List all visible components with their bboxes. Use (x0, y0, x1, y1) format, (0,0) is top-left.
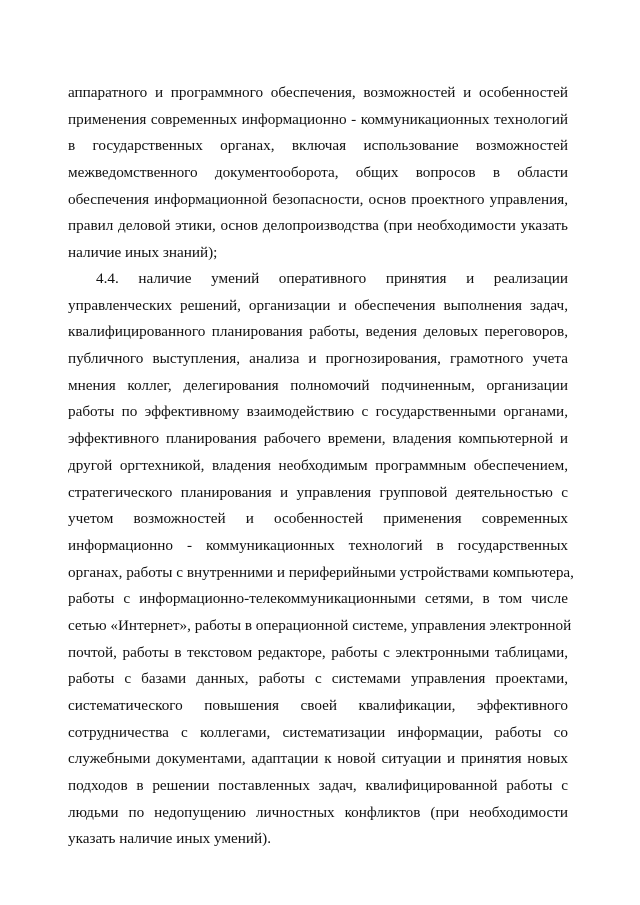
paragraph-line: межведомственного документооборота, общих вопросов в области (68, 164, 568, 182)
paragraph-line: управленческих решений, организации и обеспечения выполнения задач, (68, 296, 568, 314)
paragraph-line: правил деловой этики, основ делопроизводства (при необходимости указать (68, 217, 568, 235)
paragraph-line: мнения коллег, делегирования полномочий подчиненным, организации (68, 376, 568, 394)
paragraph-line: наличие иных знаний); (68, 244, 218, 262)
paragraph-line: работы по эффективному взаимодействию с государственными органами, (68, 403, 568, 421)
paragraph-line: сотрудничества с коллегами, систематизации информации, работы со (68, 723, 568, 741)
paragraph-line: сетью «Интернет», работы в операционной системе, управления электронной (68, 616, 572, 634)
paragraph-line: служебными документами, адаптации к новой ситуации и принятия новых (68, 750, 568, 768)
paragraph-line: информационно - коммуникационных технологий в государственных (68, 536, 568, 554)
paragraph-line: применения современных информационно - коммуникационных технологий (68, 110, 568, 128)
paragraph-line: аппаратного и программного обеспечения, возможностей и особенностей (68, 84, 568, 101)
paragraph-line: органах, работы с внутренними и периферийными устройствами компьютера, (68, 563, 574, 581)
paragraph-line: подходов в решении поставленных задач, квалифицированной работы с (68, 777, 568, 795)
paragraph-line: почтой, работы в текстовом редакторе, работы с электронными таблицами, (68, 643, 568, 661)
paragraph-line: работы с базами данных, работы с системами управления проектами, (68, 670, 568, 688)
item-4-4-paragraph (68, 266, 574, 853)
paragraph-line: указать наличие иных умений). (68, 830, 272, 848)
paragraph-line: стратегического планирования и управления групповой деятельностью с (68, 483, 568, 501)
paragraph-line: квалифицированного планирования работы, ведения деловых переговоров, (68, 323, 568, 341)
paragraph-line: 4.4. наличие умений оперативного принятия и реализации (96, 270, 568, 287)
paragraph-line: другой оргтехникой, владения необходимым программным обеспечением, (68, 456, 568, 474)
paragraph-line: систематического повышения своей квалификации, эффективного (68, 697, 568, 714)
paragraph-line: обеспечения информационной безопасности, основ проектного управления, (68, 190, 568, 208)
paragraph-line: эффективного планирования рабочего времени, владения компьютерной и (68, 430, 568, 448)
paragraph-line: работы с информационно-телекоммуникационными сетями, в том числе (68, 590, 568, 608)
paragraph-line: публичного выступления, анализа и прогнозирования, грамотного учета (68, 350, 568, 368)
paragraph-line: в государственных органах, включая использование возможностей (68, 137, 568, 155)
paragraph-line: учетом возможностей и особенностей применения современных (68, 510, 568, 528)
paragraph-line: людьми по недопущению личностных конфликтов (при необходимости (68, 803, 568, 821)
continued-paragraph (68, 80, 568, 267)
